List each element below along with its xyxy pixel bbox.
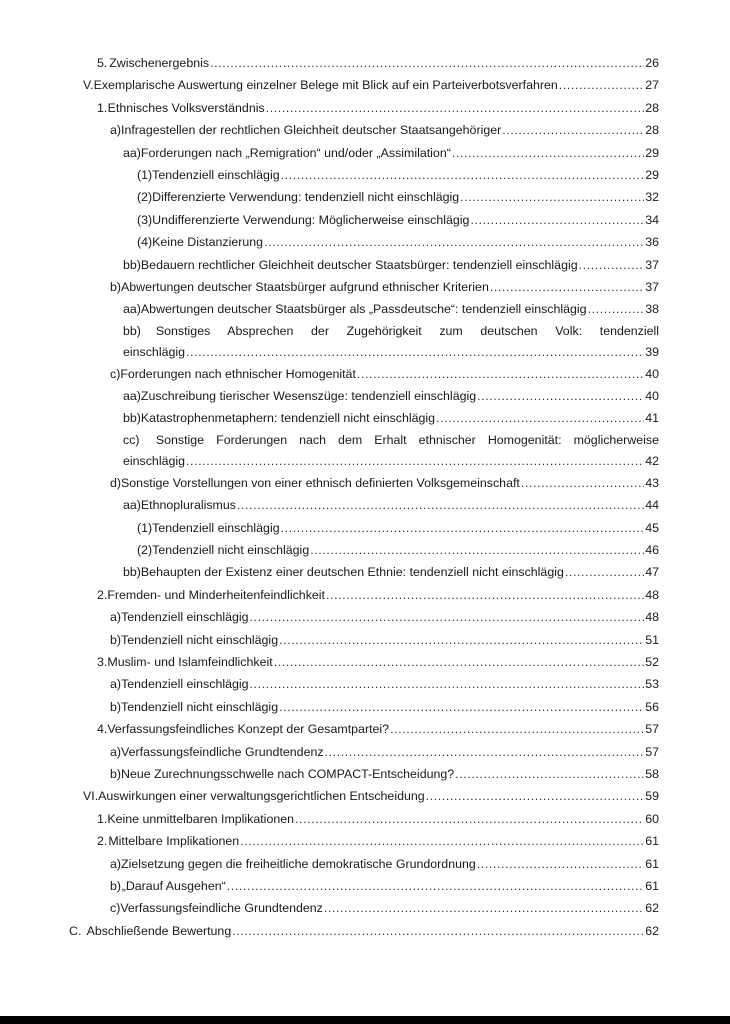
dot-leader bbox=[559, 74, 644, 96]
toc-entry bbox=[0, 321, 730, 363]
dot-leader bbox=[250, 673, 645, 695]
dot-leader bbox=[452, 142, 644, 164]
toc-entry bbox=[0, 363, 730, 385]
toc-entry bbox=[0, 494, 730, 516]
toc-entry-title: Keine unmittelbaren Implikationen bbox=[107, 811, 295, 826]
toc-entry-title: Verfassungsfeindliches Konzept der Gesamtpartei? bbox=[107, 722, 390, 737]
toc-entry-page: 29 bbox=[645, 145, 659, 160]
toc-entry bbox=[0, 763, 730, 785]
dot-leader bbox=[455, 763, 644, 785]
dot-leader bbox=[325, 741, 645, 763]
dot-leader bbox=[477, 385, 644, 407]
toc-entry-title: Auswirkungen einer verwaltungsgerichtlichen Entscheidung bbox=[98, 789, 425, 804]
toc-entry-page: 32 bbox=[645, 190, 659, 205]
toc-entry-page: 27 bbox=[645, 78, 659, 93]
toc-entry bbox=[0, 52, 730, 74]
toc-entry-number: b) bbox=[110, 878, 122, 893]
toc-entry-number: (4) bbox=[137, 235, 153, 250]
toc-entry-page: 40 bbox=[645, 366, 659, 381]
dot-leader bbox=[490, 276, 644, 298]
toc-entry bbox=[0, 741, 730, 763]
toc-entry-page: 41 bbox=[645, 411, 659, 426]
toc-entry-title: Mittelbare Implikationen bbox=[108, 834, 240, 849]
toc-entry-title: Differenzierte Verwendung: tendenziell nicht einschlägig bbox=[152, 190, 460, 205]
toc-entry-page: 53 bbox=[645, 677, 659, 692]
toc-entry bbox=[0, 74, 730, 96]
toc-entry bbox=[0, 231, 730, 253]
dot-leader bbox=[240, 830, 644, 852]
toc-entry-number: (2) bbox=[137, 190, 153, 205]
toc-entry-number: a) bbox=[110, 610, 122, 625]
toc-entry bbox=[0, 119, 730, 141]
toc-entry-title: Tendenziell einschlägig bbox=[152, 167, 280, 182]
toc-entry-title: Sonstige Forderungen nach dem Erhalt ethnischer Homogenität: möglicherweise bbox=[155, 432, 659, 447]
toc-entry-page: 40 bbox=[645, 389, 659, 404]
toc-entry-page: 26 bbox=[645, 56, 659, 70]
dot-leader bbox=[477, 853, 644, 875]
toc-entry-title: Keine Distanzierung bbox=[152, 235, 264, 250]
dot-leader bbox=[310, 539, 644, 561]
toc-entry-title: Forderungen nach ethnischer Homogenität bbox=[120, 366, 356, 381]
toc-entry-title: Abschließende Bewertung bbox=[86, 923, 232, 938]
toc-entry-number: (1) bbox=[137, 520, 153, 535]
dot-leader bbox=[579, 254, 645, 276]
dot-leader bbox=[227, 875, 644, 897]
toc-entry-page: 62 bbox=[645, 901, 659, 916]
dot-leader bbox=[232, 920, 644, 942]
dot-leader bbox=[357, 363, 644, 385]
toc-entry-title: „Darauf Ausgehen“ bbox=[121, 878, 226, 893]
toc-entry-page: 37 bbox=[645, 279, 659, 294]
toc-entry-page: 43 bbox=[645, 475, 659, 490]
toc-entry-number: bb) bbox=[123, 411, 141, 426]
toc-entry-number: V. bbox=[83, 78, 94, 93]
toc-entry bbox=[0, 186, 730, 208]
toc-entry bbox=[0, 407, 730, 429]
dot-leader bbox=[274, 651, 645, 673]
toc-entry-number: a) bbox=[110, 123, 122, 138]
toc-entry-number: a) bbox=[110, 677, 122, 692]
toc-entry-number: aa) bbox=[123, 498, 141, 513]
toc-entry-page: 61 bbox=[645, 856, 659, 871]
toc-entry-number: 1. bbox=[97, 811, 108, 826]
toc-entry bbox=[0, 830, 730, 852]
toc-entry-page: 56 bbox=[645, 699, 659, 714]
toc-entry bbox=[0, 897, 730, 919]
toc-entry-title: Ethnopluralismus bbox=[140, 498, 236, 513]
dot-leader bbox=[210, 52, 644, 74]
toc-entry-page: 59 bbox=[645, 789, 659, 804]
toc-entry bbox=[0, 808, 730, 830]
toc-entry bbox=[0, 276, 730, 298]
toc-entry-title: Sonstige Vorstellungen von einer ethnisch definierten Volksgemeinschaft bbox=[121, 475, 520, 490]
toc-entry-title: Tendenziell nicht einschlägig bbox=[152, 543, 310, 558]
toc-entry-number: d) bbox=[110, 475, 122, 490]
toc-entry-number: b) bbox=[110, 766, 122, 781]
dot-leader bbox=[390, 718, 644, 740]
toc-entry-page: 37 bbox=[645, 257, 659, 272]
toc-entry-title: Zielsetzung gegen die freiheitliche demokratische Grundordnung bbox=[121, 856, 476, 871]
table-of-contents bbox=[0, 52, 730, 942]
toc-entry-page: 47 bbox=[645, 565, 659, 580]
toc-entry-page: 39 bbox=[645, 344, 659, 359]
toc-entry bbox=[0, 142, 730, 164]
toc-entry-title-continued: einschlägig bbox=[123, 453, 185, 468]
dot-leader bbox=[460, 186, 644, 208]
toc-entry-title: Behaupten der Existenz einer deutschen Ethnie: tendenziell nicht einschlägig bbox=[140, 565, 564, 580]
toc-entry-page: 60 bbox=[645, 811, 659, 826]
toc-entry-title: Abwertungen deutscher Staatsbürger aufgrund ethnischer Kriterien bbox=[121, 279, 489, 294]
toc-entry bbox=[0, 651, 730, 673]
toc-entry bbox=[0, 254, 730, 276]
toc-entry bbox=[0, 875, 730, 897]
dot-leader bbox=[281, 517, 645, 539]
dot-leader bbox=[186, 451, 644, 472]
toc-entry-title: Infragestellen der rechtlichen Gleichheit deutscher Staatsangehöriger bbox=[121, 123, 502, 138]
toc-entry-page: 34 bbox=[645, 212, 659, 227]
toc-entry-page: 48 bbox=[645, 610, 659, 625]
toc-entry-title: Neue Zurechnungsschwelle nach COMPACT-Entscheidung? bbox=[121, 766, 455, 781]
toc-entry-number: c) bbox=[110, 366, 121, 381]
toc-entry-title: Abwertungen deutscher Staatsbürger als „Passdeutsche“: tendenziell einschlägig bbox=[140, 302, 587, 317]
toc-entry-title-continued: einschlägig bbox=[123, 344, 185, 359]
toc-entry-number: bb) bbox=[123, 565, 141, 580]
toc-entry-number: a) bbox=[110, 744, 122, 759]
toc-entry-number: C. bbox=[69, 923, 82, 938]
dot-leader bbox=[186, 342, 644, 363]
toc-entry bbox=[0, 629, 730, 651]
toc-entry bbox=[0, 385, 730, 407]
toc-entry-number: (3) bbox=[137, 212, 153, 227]
toc-entry-page: 42 bbox=[645, 453, 659, 468]
toc-entry-title: Verfassungsfeindliche Grundtendenz bbox=[120, 901, 323, 916]
toc-entry-page: 58 bbox=[645, 766, 659, 781]
toc-entry bbox=[0, 517, 730, 539]
dot-leader bbox=[264, 231, 644, 253]
toc-entry bbox=[0, 164, 730, 186]
toc-entry-title: Sonstiges Absprechen der Zugehörigkeit zum deutschen Volk: tendenziell bbox=[155, 323, 659, 338]
toc-entry-number: 4. bbox=[97, 722, 108, 737]
toc-entry-number: (1) bbox=[137, 167, 153, 182]
dot-leader bbox=[326, 584, 644, 606]
toc-entry-number: 1. bbox=[97, 100, 108, 115]
dot-leader bbox=[281, 164, 645, 186]
toc-entry bbox=[0, 209, 730, 231]
toc-entry-title: Tendenziell einschlägig bbox=[152, 520, 280, 535]
toc-entry bbox=[0, 920, 730, 942]
toc-entry-number: bb) bbox=[123, 323, 141, 338]
toc-entry-number: cc) bbox=[123, 432, 140, 447]
toc-entry-title: Verfassungsfeindliche Grundtendenz bbox=[121, 744, 324, 759]
toc-entry-page: 45 bbox=[645, 520, 659, 535]
dot-leader bbox=[470, 209, 644, 231]
toc-entry bbox=[0, 606, 730, 628]
toc-entry-page: 36 bbox=[645, 235, 659, 250]
toc-entry-number: aa) bbox=[123, 389, 141, 404]
dot-leader bbox=[521, 472, 644, 494]
dot-leader bbox=[426, 785, 645, 807]
toc-entry-page: 62 bbox=[645, 923, 659, 938]
toc-entry-number: 2. bbox=[97, 587, 108, 602]
toc-entry-number: bb) bbox=[123, 257, 141, 272]
toc-entry-title: Muslim- und Islamfeindlichkeit bbox=[107, 654, 273, 669]
toc-entry-number: aa) bbox=[123, 302, 141, 317]
toc-entry bbox=[0, 430, 730, 472]
toc-entry-title: Zuschreibung tierischer Wesenszüge: tendenziell einschlägig bbox=[140, 389, 477, 404]
toc-entry-number: (2) bbox=[137, 543, 153, 558]
toc-entry bbox=[0, 718, 730, 740]
dot-leader bbox=[250, 606, 645, 628]
dot-leader bbox=[237, 494, 644, 516]
toc-entry bbox=[0, 785, 730, 807]
toc-entry-number: 5. bbox=[97, 56, 108, 70]
toc-entry-title: Tendenziell nicht einschlägig bbox=[121, 699, 279, 714]
toc-entry-page: 61 bbox=[645, 834, 659, 849]
toc-entry-number: b) bbox=[110, 699, 122, 714]
toc-entry-title: Tendenziell einschlägig bbox=[121, 677, 249, 692]
toc-entry-page: 46 bbox=[645, 543, 659, 558]
toc-entry-page: 57 bbox=[645, 744, 659, 759]
toc-entry-title: Forderungen nach „Remigration“ und/oder „Assimilation“ bbox=[140, 145, 451, 160]
toc-entry-page: 44 bbox=[645, 498, 659, 513]
toc-entry-page: 28 bbox=[645, 100, 659, 115]
toc-entry-number: VI. bbox=[83, 789, 99, 804]
toc-entry bbox=[0, 673, 730, 695]
dot-leader bbox=[436, 407, 644, 429]
toc-entry bbox=[0, 472, 730, 494]
toc-entry-page: 57 bbox=[645, 722, 659, 737]
toc-entry-number: aa) bbox=[123, 145, 141, 160]
toc-entry-page: 61 bbox=[645, 878, 659, 893]
toc-entry-page: 51 bbox=[645, 632, 659, 647]
dot-leader bbox=[279, 629, 644, 651]
toc-entry-number: c) bbox=[110, 901, 121, 916]
dot-leader bbox=[279, 696, 644, 718]
dot-leader bbox=[588, 298, 645, 320]
toc-entry-number: a) bbox=[110, 856, 122, 871]
dot-leader bbox=[295, 808, 644, 830]
toc-entry bbox=[0, 539, 730, 561]
toc-entry-page: 52 bbox=[645, 654, 659, 669]
bottom-bar bbox=[0, 1016, 730, 1024]
dot-leader bbox=[266, 97, 645, 119]
toc-entry-number: b) bbox=[110, 279, 122, 294]
dot-leader bbox=[324, 897, 644, 919]
toc-entry-number: b) bbox=[110, 632, 122, 647]
dot-leader bbox=[565, 561, 644, 583]
dot-leader bbox=[502, 119, 644, 141]
toc-entry-page: 28 bbox=[645, 123, 659, 138]
toc-entry bbox=[0, 696, 730, 718]
toc-entry-title: Tendenziell einschlägig bbox=[121, 610, 249, 625]
toc-entry-title: Bedauern rechtlicher Gleichheit deutscher Staatsbürger: tendenziell einschlägig bbox=[140, 257, 578, 272]
toc-entry bbox=[0, 298, 730, 320]
toc-entry-title: Zwischenergebnis bbox=[109, 56, 210, 70]
toc-entry-page: 29 bbox=[645, 167, 659, 182]
toc-entry-number: 2. bbox=[97, 834, 108, 849]
toc-entry-title: Undifferenzierte Verwendung: Möglicherweise einschlägig bbox=[152, 212, 470, 227]
toc-entry-number: 3. bbox=[97, 654, 108, 669]
toc-entry-title: Tendenziell nicht einschlägig bbox=[121, 632, 279, 647]
toc-entry bbox=[0, 853, 730, 875]
toc-entry-title: Ethnisches Volksverständnis bbox=[107, 100, 265, 115]
toc-entry-page: 38 bbox=[645, 302, 659, 317]
toc-entry-title: Exemplarische Auswertung einzelner Belege mit Blick auf ein Parteiverbotsverfahren bbox=[93, 78, 558, 93]
toc-entry-title: Fremden- und Minderheitenfeindlichkeit bbox=[107, 587, 325, 602]
toc-entry-page: 48 bbox=[645, 587, 659, 602]
toc-entry-title: Katastrophenmetaphern: tendenziell nicht einschlägig bbox=[140, 411, 436, 426]
toc-entry bbox=[0, 97, 730, 119]
toc-entry bbox=[0, 584, 730, 606]
toc-entry bbox=[0, 561, 730, 583]
